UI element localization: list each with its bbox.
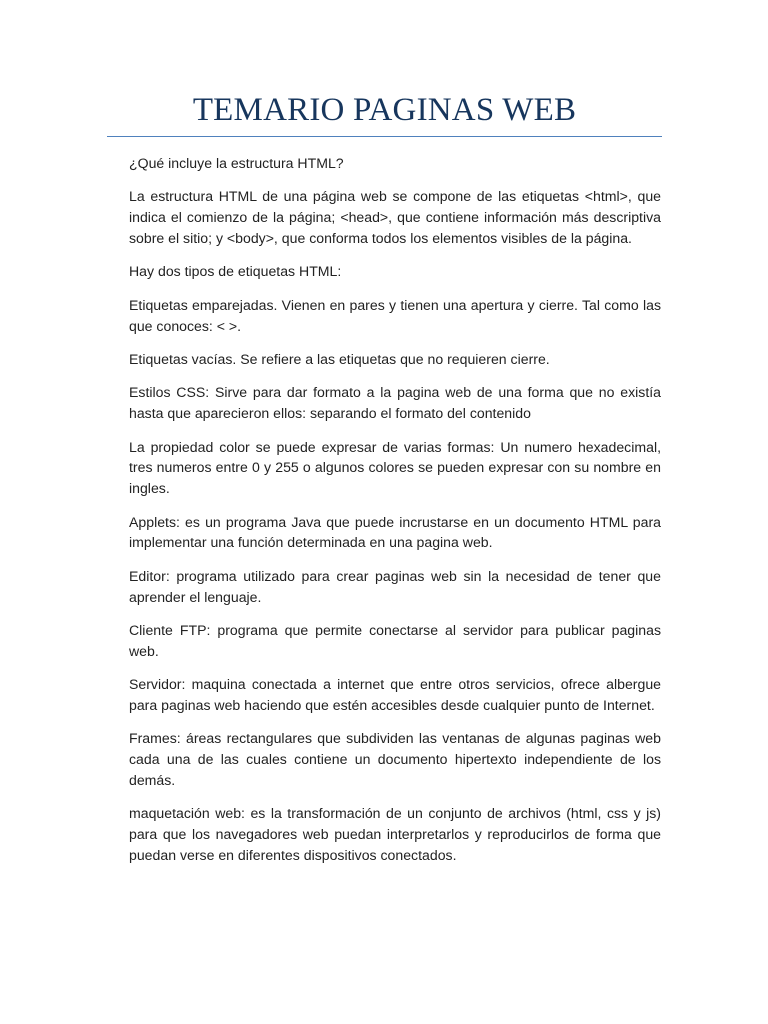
ftp-client-paragraph: Cliente FTP: programa que permite conectarse al servidor para publicar paginas web.	[129, 621, 661, 659]
document-title: TEMARIO PAGINAS WEB	[192, 92, 577, 128]
server-paragraph: Servidor: maquina conectada a internet que entre otros servicios, ofrece albergue para paginas web haciendo que estén accesibles desde cualquier punto de Internet.	[129, 676, 661, 713]
css-styles-paragraph: Estilos CSS: Sirve para dar formato a la pagina web de una forma que no existía hasta que aparecieron ellos: separando el formato del contenido	[129, 384, 661, 422]
tag-types-paragraph: Hay dos tipos de etiquetas HTML:	[129, 263, 342, 280]
color-property-paragraph: La propiedad color se puede expresar de varias formas: Un numero hexadecimal, tres numeros entre 0 y 255 o algunos colores se pueden expresar con su nombre en ingles.	[129, 438, 661, 497]
paired-tags-paragraph: Etiquetas emparejadas. Vienen en pares y tienen una apertura y cierre. Tal como las que conoces: < >.	[129, 296, 661, 334]
editor-paragraph: Editor: programa utilizado para crear paginas web sin la necesidad de tener que aprender el lenguaje.	[129, 567, 661, 605]
html-structure-paragraph: La estructura HTML de una página web se compone de las etiquetas <html>, que indica el comienzo de la página; <head>, que contiene información más descriptiva sobre el sitio; y <body>, que conforma todos los elementos visibles de la página.	[129, 188, 661, 246]
frames-paragraph: Frames: áreas rectangulares que subdividen las ventanas de algunas paginas web cada una de las cuales contiene un documento hipertexto independiente de los demás.	[129, 730, 661, 788]
web-layout-paragraph: maquetación web: es la transformación de un conjunto de archivos (html, css y js) para que los navegadores web puedan interpretarlos y reproducirlos de forma que puedan verse en diferentes dispositivos conectados.	[129, 805, 661, 863]
empty-tags-paragraph: Etiquetas vacías. Se refiere a las etiquetas que no requieren cierre.	[129, 350, 550, 367]
question-paragraph: ¿Qué incluye la estructura HTML?	[129, 155, 344, 171]
applets-paragraph: Applets: es un programa Java que puede incrustarse en un documento HTML para implementar una función determinada en una pagina web.	[129, 513, 661, 551]
title-underline	[107, 136, 662, 137]
document-body	[129, 153, 661, 878]
